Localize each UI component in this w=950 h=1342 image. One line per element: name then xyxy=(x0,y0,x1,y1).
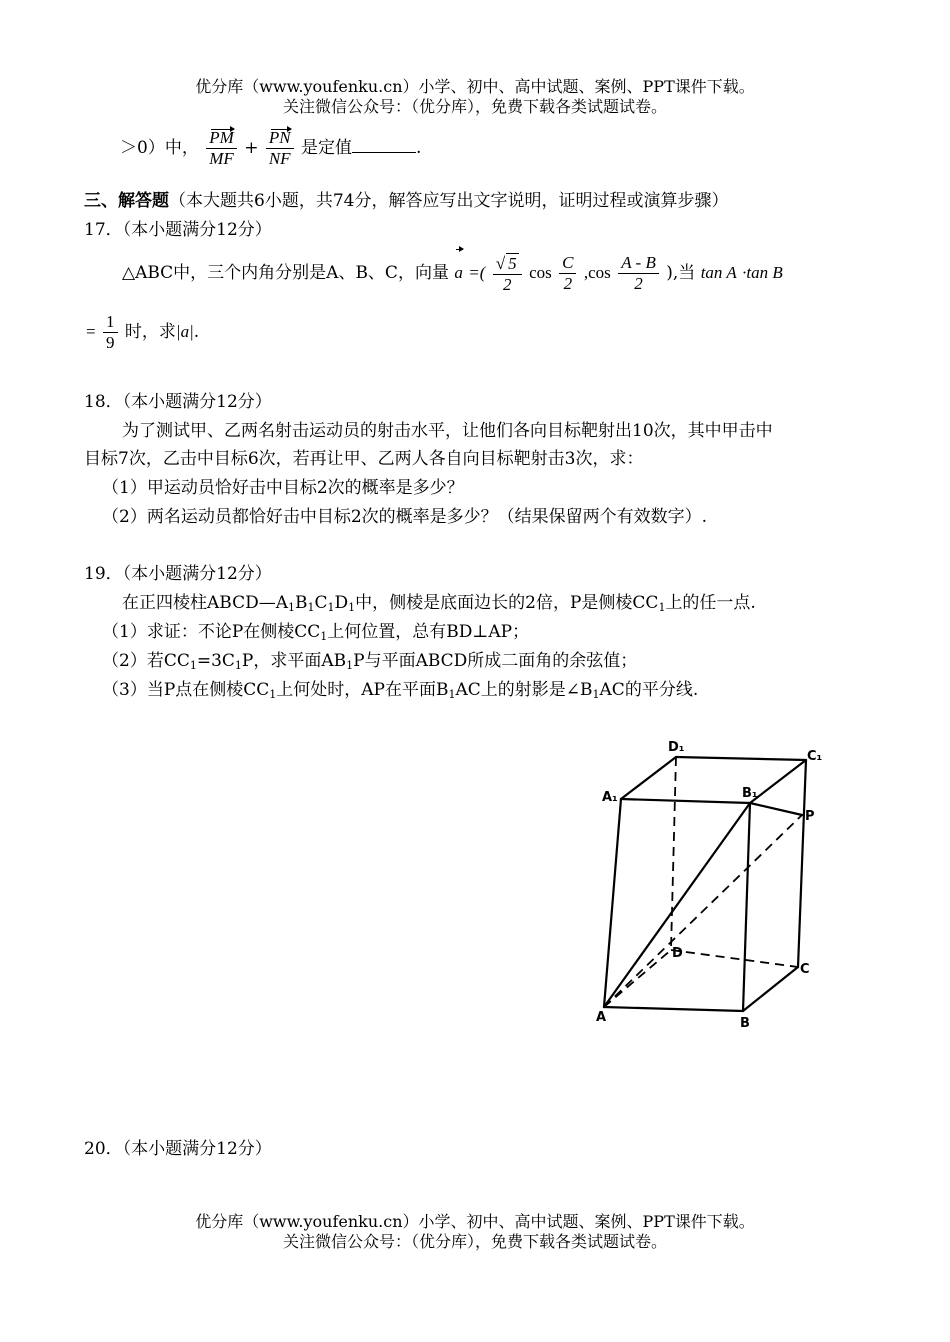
answer-blank xyxy=(352,136,416,153)
q18-paragraph-1: 为了测试甲、乙两名射击运动员的射击水平，让他们各向目标靶射出10次，其中甲击中 xyxy=(122,421,773,441)
edge-c1-c xyxy=(798,760,806,967)
prism-figure xyxy=(588,735,828,1035)
q17-period: . xyxy=(193,322,200,342)
fraction-c-over-2 xyxy=(559,253,576,294)
segment-nf: NF xyxy=(268,149,291,168)
section-3-title: 三、解答题 xyxy=(84,191,169,211)
q16-text: 是定值 xyxy=(300,138,352,158)
q18-paragraph-2: 目标7次，乙击中目标6次，若再让甲、乙两人各自向目标靶射击3次，求： xyxy=(84,449,644,469)
label-p: P xyxy=(805,809,815,824)
header-line-1: 优分库（www.youfenku.cn）小学、初中、高中试题、案例、PPT课件下载。 xyxy=(195,77,755,96)
q16-tail xyxy=(120,126,421,170)
q17-text-a: △ABC中，三个内角分别是A、B、C，向量 xyxy=(122,263,449,283)
q19-number: 19．（本小题满分12分） xyxy=(84,564,272,584)
numerator-a-minus-b: A - B xyxy=(618,253,659,274)
magnitude-a: |a| xyxy=(175,322,194,341)
vector-pm: PM xyxy=(209,128,234,147)
cos-2: ,cos xyxy=(583,263,611,282)
label-d1: D₁ xyxy=(668,740,685,755)
numerator-1: 1 xyxy=(103,312,118,333)
edge-b1-p xyxy=(750,803,802,815)
label-b: B xyxy=(740,1016,750,1031)
q18-number: 18．（本小题满分12分） xyxy=(84,392,272,412)
sqrt-5: 5 xyxy=(508,253,517,273)
section-3-heading xyxy=(84,190,728,212)
q19-sub-1: （1）求证：不论P在侧棱$CC_1$上何位置，总有BD⊥AP； xyxy=(102,622,530,643)
q20-number: 20．（本小题满分12分） xyxy=(84,1139,272,1159)
footer-line-2: 关注微信公众号：（优分库），免费下载各类试题试卷。 xyxy=(282,1232,667,1251)
label-b1: B₁ xyxy=(742,786,758,801)
denominator-2c: 2 xyxy=(634,274,643,293)
denominator-2: 2 xyxy=(502,274,512,294)
edge-d-c-hidden xyxy=(671,950,798,967)
q19-sub-2: （2）若$CC_1=3C_1P$，求平面$AB_1P$与平面ABCD所成二面角的余弦值； xyxy=(102,651,638,672)
edge-a-p-hidden xyxy=(604,815,802,1007)
edge-b1-c1 xyxy=(750,760,806,803)
q19-paragraph: 在正四棱柱$ABCD—A_1B_1C_1D_1$中，侧棱是底面边长的2倍，P是侧棱$CC_1$上的任一点. xyxy=(122,593,756,614)
edge-a1-b1 xyxy=(621,799,750,803)
q16-lead: ＞0）中， xyxy=(120,138,199,158)
denominator-9: 9 xyxy=(106,333,115,352)
numerator-c: C xyxy=(559,253,576,274)
edge-a1-a xyxy=(604,799,621,1007)
label-c: C xyxy=(800,962,810,977)
edge-a-b1 xyxy=(604,803,750,1007)
edge-a-b xyxy=(604,1007,743,1011)
fraction-pn-nf xyxy=(266,128,294,169)
fraction-pm-mf xyxy=(206,128,237,169)
header-line-2: 关注微信公众号：（优分库），免费下载各类试题试卷。 xyxy=(282,97,667,116)
label-c1: C₁ xyxy=(807,749,823,764)
plus-sign: + xyxy=(244,138,259,158)
equals-sign: = xyxy=(86,322,96,341)
cos-1: cos xyxy=(529,263,552,282)
vector-a: a xyxy=(454,248,463,298)
label-a1: A₁ xyxy=(602,790,618,805)
q18-sub-2: （2）两名运动员都恰好击中目标2次的概率是多少？（结果保留两个有效数字）. xyxy=(102,507,708,527)
q17-number: 17．（本小题满分12分） xyxy=(84,220,272,240)
q17-text-b: 时，求 xyxy=(124,322,176,342)
fraction-1-over-9 xyxy=(103,312,118,353)
fraction-a-minus-b-over-2 xyxy=(618,253,659,294)
edge-a1-d1 xyxy=(621,757,676,799)
edge-d1-d-hidden xyxy=(671,757,676,950)
edge-b-c xyxy=(743,967,798,1011)
q17-line-2 xyxy=(86,308,199,356)
q17-line-1 xyxy=(122,248,783,298)
label-d: D xyxy=(672,946,683,961)
fraction-sqrt5-over-2: $\frac{√ 5}{2}$ xyxy=(493,253,522,295)
denominator-2b: 2 xyxy=(563,274,573,293)
q19-sub-3: （3）当P点在侧棱$CC_1$上何处时，AP在平面$B_1AC$上的射影是$\angle B_1AC$的平分线. xyxy=(102,680,699,701)
edge-b1-b xyxy=(743,803,750,1011)
tan-a: tan A xyxy=(700,263,737,282)
footer-line-1: 优分库（www.youfenku.cn）小学、初中、高中试题、案例、PPT课件下载。 xyxy=(195,1212,755,1231)
q17-eq-open: =( xyxy=(468,263,486,282)
q16-period: . xyxy=(415,138,422,158)
segment-mf: MF xyxy=(209,149,234,168)
edge-d1-c1 xyxy=(676,757,806,760)
q18-sub-1: （1）甲运动员恰好击中目标2次的概率是多少？ xyxy=(102,478,464,498)
label-a: A xyxy=(596,1010,607,1025)
q17-close-when: ),当 xyxy=(666,263,696,283)
tan-b: ·tan B xyxy=(742,263,783,282)
vector-pn: PN xyxy=(268,128,291,147)
section-3-note: （本大题共6小题，共74分，解答应写出文字说明，证明过程或演算步骤） xyxy=(169,191,729,211)
